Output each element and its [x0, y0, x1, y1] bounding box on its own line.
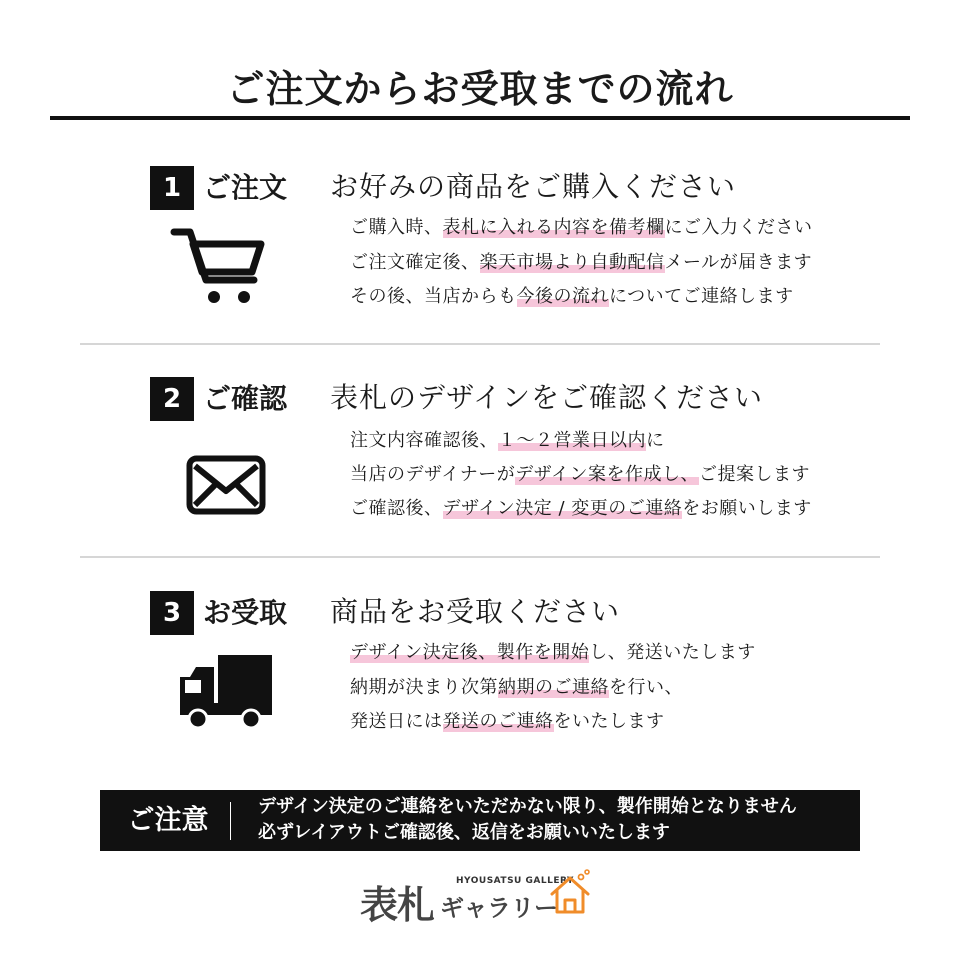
highlight-text: 表札に入れる内容を備考欄	[442, 217, 665, 238]
logo-kana-text: ギャラリー	[440, 894, 558, 922]
brand-logo	[360, 868, 600, 927]
step-number: 1	[150, 166, 194, 210]
title-divider	[50, 116, 910, 120]
notice-label: ご注意	[127, 805, 209, 836]
highlight-text: １～２営業日以内	[498, 430, 646, 451]
detail-line: 納期が決まり次第納期のご連絡を行い、	[350, 677, 683, 698]
detail-line: ご購入時、表札に入れる内容を備考欄にご入力ください	[350, 217, 813, 238]
step-headline: 商品をお受取ください	[330, 595, 621, 628]
highlight-text: デザイン決定後、	[350, 642, 497, 663]
step-headline: 表札のデザインをご確認ください	[330, 381, 764, 414]
step-label: お受取	[203, 596, 288, 629]
house-icon	[548, 868, 592, 920]
notice-text: デザイン決定のご連絡をいただかない限り、製作開始となりません	[258, 796, 797, 817]
highlight-text: 納期のご連絡	[498, 677, 609, 698]
detail-line: その後、当店からも今後の流れについてご連絡します	[350, 286, 794, 307]
notice-text: 必ずレイアウトご確認後、返信をお願いいたします	[258, 822, 670, 843]
logo-main-text: 表札	[360, 883, 435, 927]
step-confirm	[0, 377, 960, 567]
step-label: ご確認	[203, 382, 288, 415]
step-receive	[0, 591, 960, 781]
step-label: ご注文	[203, 171, 288, 204]
highlight-text: デザイン決定 / 変更のご連絡	[442, 498, 683, 519]
step-headline: お好みの商品をご購入ください	[330, 170, 737, 203]
page-title: ご注文からお受取までの流れ	[226, 67, 734, 111]
highlight-text: 楽天市場より自動配信	[479, 252, 665, 273]
detail-line: 当店のデザイナーがデザイン案を作成し、ご提案します	[350, 464, 810, 485]
highlight-text: 製作を開始	[496, 642, 590, 663]
highlight-text: 今後の流れ	[516, 286, 609, 307]
detail-line: デザイン決定後、製作を開始し、発送いたします	[350, 642, 756, 663]
envelope-icon	[186, 455, 266, 515]
delivery-truck-icon	[176, 653, 276, 731]
highlight-text: 発送のご連絡	[442, 711, 554, 732]
detail-line: ご注文確定後、楽天市場より自動配信メールが届きます	[350, 252, 813, 273]
detail-line: 発送日には発送のご連絡をいたします	[350, 711, 665, 732]
section-divider	[80, 343, 880, 345]
step-number: 3	[150, 591, 194, 635]
highlight-text: デザイン案を作成し、	[515, 464, 699, 485]
notice-divider	[230, 802, 231, 840]
step-number: 2	[150, 377, 194, 421]
logo-sub-text: HYOUSATSU GALLERY	[456, 876, 574, 886]
shopping-cart-icon	[168, 228, 268, 308]
notice-banner	[100, 790, 860, 851]
step-order	[0, 166, 960, 356]
detail-line: ご確認後、デザイン決定 / 変更のご連絡をお願いします	[350, 498, 812, 519]
section-divider	[80, 556, 880, 558]
detail-line: 注文内容確認後、１～２営業日以内に	[350, 430, 665, 451]
